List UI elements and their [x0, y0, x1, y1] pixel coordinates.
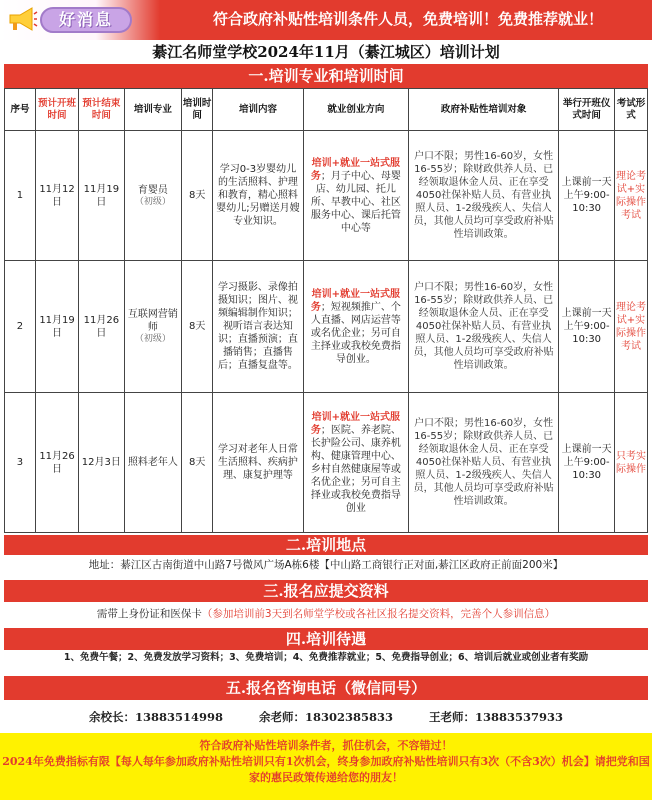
row-ceremony: 上课前一天上午9:00-10:30 — [559, 261, 615, 393]
header-end: 预计结束时间 — [79, 89, 124, 131]
logo-badge — [40, 7, 132, 33]
direction-detail: ；月子中心、母婴店、幼儿园、托儿所、早教中心、社区服务中心、课后托管中心等 — [310, 170, 401, 234]
row-exam: 理论考试+实际操作考试 — [614, 131, 647, 261]
header-course: 培训专业 — [124, 89, 182, 131]
header-exam: 考试形式 — [614, 89, 647, 131]
table-header-row — [5, 89, 648, 131]
top-banner — [0, 0, 652, 40]
row-content: 学习摄影、录像拍摄知识；图片、视频编辑制作知识；视听语言表达知识；直播预演；直播销售；直播售后；直播复盘等。 — [213, 261, 304, 393]
course-name: 互联网营销师 — [127, 309, 178, 333]
header-ceremony: 举行开班仪式时间 — [559, 89, 615, 131]
row-course — [124, 393, 182, 533]
row-ceremony: 上课前一天上午9:00-10:30 — [559, 393, 615, 533]
documents-note: （参加培训前3天到名师堂学校或各社区报名提交资料，完善个人参训信息） — [201, 608, 556, 620]
direction-highlight: 培训+就业一站式服务 — [310, 288, 401, 313]
row-end: 12月3日 — [79, 393, 124, 533]
row-days: 8天 — [182, 261, 213, 393]
required-documents — [4, 607, 648, 621]
section3-header: 三.报名应提交资料 — [4, 580, 648, 602]
row-direction — [303, 393, 408, 533]
training-plan-table — [4, 88, 648, 533]
row-content: 学习0-3岁婴幼儿的生活照料、护理和教育，精心照料婴幼儿;另赠送月嫂专业知识。 — [213, 131, 304, 261]
table-row — [5, 131, 648, 261]
megaphone-icon — [8, 6, 38, 32]
table-row — [5, 261, 648, 393]
row-seq: 1 — [5, 131, 36, 261]
footer-line1: 符合政府补贴性培训条件者，抓住机会，不容错过！ — [199, 739, 453, 752]
row-start: 11月12日 — [35, 131, 78, 261]
section5-header: 五.报名咨询电话（微信同号） — [4, 676, 648, 700]
direction-detail: ；医院、养老院、长护险公司、康养机构、健康管理中心、乡村自然健康屋等或名优企业；另可自主择业或我校免费指导创业 — [310, 424, 401, 514]
logo-text: 好消息 — [58, 10, 113, 29]
row-target: 户口不限；男性16-60岁，女性16-55岁；除财政供养人员、已经领取退休金人员、正在享受4050社保补贴人员、有营业执照人员、1-2级残疾人、失信人员，其他人员均可享受政府补贴性培训政策。 — [408, 131, 558, 261]
header-direction: 就业创业方向 — [303, 89, 408, 131]
contact-phone[interactable]: 余校长：13883514998 — [88, 710, 223, 724]
row-seq: 2 — [5, 261, 36, 393]
row-end: 11月26日 — [79, 261, 124, 393]
course-level: （初级） — [134, 196, 171, 207]
row-direction — [303, 131, 408, 261]
footer-notice — [0, 733, 652, 800]
good-news-logo — [0, 0, 160, 40]
header-days: 培训时间 — [182, 89, 213, 131]
header-start: 预计开班时间 — [35, 89, 78, 131]
course-name: 照料老年人 — [127, 457, 178, 468]
direction-detail: ；短视频推广、个人直播、网店运营等或名优企业；另可自主择业或我校免费指导创业。 — [310, 301, 401, 365]
header-seq: 序号 — [5, 89, 36, 131]
row-course — [124, 131, 182, 261]
row-start: 11月19日 — [35, 261, 78, 393]
section2-header: 二.培训地点 — [4, 535, 648, 555]
row-exam: 只考实际操作 — [614, 393, 647, 533]
row-ceremony: 上课前一天上午9:00-10:30 — [559, 131, 615, 261]
header-target: 政府补贴性培训对象 — [408, 89, 558, 131]
contact-phone[interactable]: 王老师：13883537933 — [429, 710, 564, 724]
page-title: 綦江名师堂学校2024年11月（綦江城区）培训计划 — [152, 43, 500, 61]
direction-highlight: 培训+就业一站式服务 — [310, 157, 401, 182]
direction-highlight: 培训+就业一站式服务 — [310, 411, 401, 436]
row-content: 学习对老年人日常生活照料、疾病护理、康复护理等 — [213, 393, 304, 533]
banner-slogan: 符合政府补贴性培训条件人员，免费培训！免费推荐就业！ — [212, 10, 603, 28]
training-address: 地址：綦江区古南街道中山路7号微风广场A栋6楼【中山路工商银行正对面,綦江区政府正前面200米】 — [88, 559, 564, 571]
contact-phone[interactable]: 余老师：18302385833 — [258, 710, 394, 724]
row-target: 户口不限；男性16-60岁，女性16-55岁；除财政供养人员、已经领取退休金人员、正在享受4050社保补贴人员、有营业执照人员、1-2级残疾人、失信人员，其他人员均可享受政府补贴性培训政策。 — [408, 261, 558, 393]
row-target: 户口不限；男性16-60岁，女性16-55岁；除财政供养人员、已经领取退休金人员、正在享受4050社保补贴人员、有营业执照人员、1-2级残疾人、失信人员，其他人员均可享受政府补贴性培训政策。 — [408, 393, 558, 533]
section1-header: 一.培训专业和培训时间 — [4, 64, 648, 88]
training-benefits: 1、免费午餐；2、免费发放学习资料；3、免费培训；4、免费推荐就业；5、免费指导创业；6、培训后就业或创业者有奖励 — [63, 652, 589, 663]
row-course — [124, 261, 182, 393]
table-row — [5, 393, 648, 533]
row-seq: 3 — [5, 393, 36, 533]
course-name: 育婴员 — [137, 184, 168, 196]
row-days: 8天 — [182, 131, 213, 261]
row-direction — [303, 261, 408, 393]
row-end: 11月19日 — [79, 131, 124, 261]
section4-header: 四.培训待遇 — [4, 628, 648, 650]
row-start: 11月26日 — [35, 393, 78, 533]
course-level: （初级） — [134, 334, 171, 344]
header-content: 培训内容 — [213, 89, 304, 131]
contact-list — [4, 704, 648, 730]
footer-line2: 2024年免费指标有限【每人每年参加政府补贴性培训只有1次机会，终身参加政府补贴性培训只有3次（不含3次）机会】请把党和国家的惠民政策传递给您的朋友！ — [2, 755, 650, 784]
row-days: 8天 — [182, 393, 213, 533]
row-exam: 理论考试+实际操作考试 — [614, 261, 647, 393]
documents-main: 需带上身份证和医保卡 — [96, 608, 202, 620]
